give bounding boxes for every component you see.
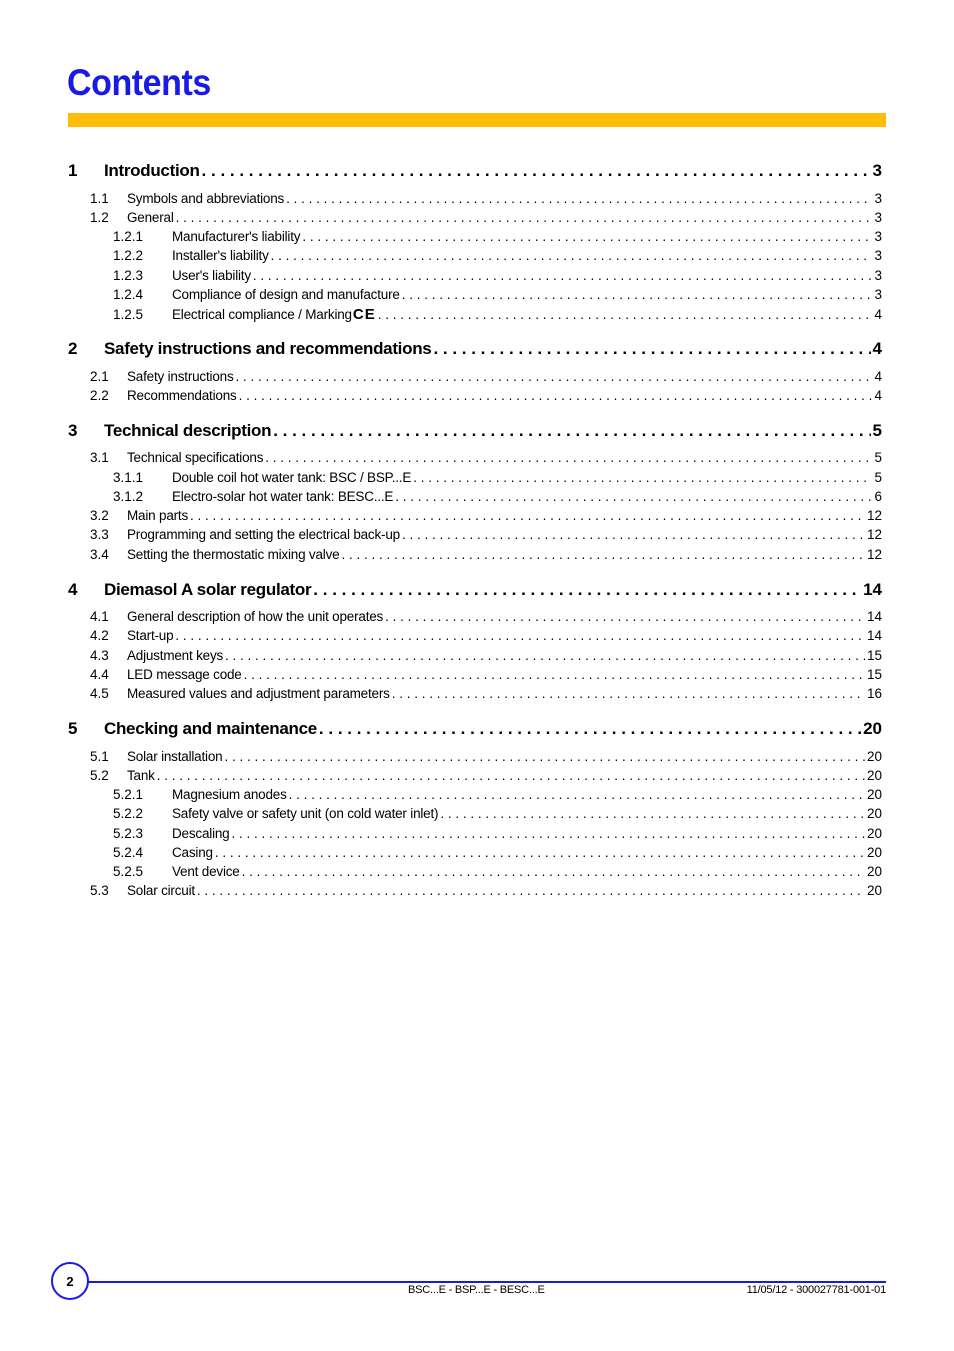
toc-leader-dots: [190, 508, 865, 523]
toc-entry-page: 20: [863, 719, 882, 738]
toc-leader-dots: [413, 470, 872, 485]
toc-entry-title: User's liability: [172, 268, 251, 283]
toc-entry-title: Setting the thermostatic mixing valve: [127, 547, 340, 562]
toc-entry-title: Programming and setting the electrical back-up: [127, 527, 400, 542]
toc-leader-dots: [236, 369, 873, 384]
toc-entry[interactable]: [90, 547, 882, 562]
toc-entry-title: Measured values and adjustment parameters: [127, 686, 390, 701]
toc-entry-title: Casing: [172, 845, 213, 860]
toc-entry-number: 4.1: [90, 609, 109, 624]
toc-entry-page: 20: [866, 806, 882, 821]
toc-entry-number: 5.2.1: [113, 787, 144, 802]
footer-models: BSC...E - BSP...E - BESC...E: [408, 1284, 545, 1296]
toc-entry-page: 20: [866, 749, 882, 764]
toc-entry-number: 1.2.4: [113, 287, 144, 302]
toc-leader-dots: [402, 527, 865, 542]
toc-entry-page: 20: [866, 845, 882, 860]
toc-entry[interactable]: [113, 268, 882, 283]
toc-entry-page: 20: [866, 787, 882, 802]
toc-entry-page: 12: [866, 547, 882, 562]
toc-entry-number: 1.2.3: [113, 268, 144, 283]
toc-entry-title: LED message code: [127, 667, 242, 682]
toc-entry-title: Electro-solar hot water tank: BESC...E: [172, 489, 394, 504]
toc-entry-title: Solar circuit: [127, 883, 195, 898]
toc-entry-number: 1.2.5: [113, 307, 144, 322]
toc-entry[interactable]: [113, 489, 882, 504]
toc-leader-dots: [176, 210, 873, 225]
toc-entry-number: 5.3: [90, 883, 109, 898]
toc-entry[interactable]: [68, 339, 882, 359]
toc-entry[interactable]: [113, 806, 882, 821]
toc-entry-number: 1.2.2: [113, 248, 144, 263]
toc-entry-title: Start-up: [127, 628, 174, 643]
toc-entry-page: 15: [866, 648, 882, 663]
toc-entry-title: Safety valve or safety unit (on cold water inlet): [172, 806, 439, 821]
toc-entry-page: 20: [866, 864, 882, 879]
toc-entry[interactable]: [113, 826, 882, 841]
toc-leader-dots: [395, 489, 872, 504]
toc-entry-title: Descaling: [172, 826, 230, 841]
toc-entry-page: 12: [866, 508, 882, 523]
toc-entry-title: Electrical compliance / Marking: [172, 307, 352, 322]
toc-entry-number: 4.5: [90, 686, 109, 701]
toc-entry-title: Compliance of design and manufacture: [172, 287, 400, 302]
toc-entry-number: 1.2: [90, 210, 109, 225]
toc-entry-number: 1.2.1: [113, 229, 144, 244]
toc-leader-dots: [271, 248, 873, 263]
toc-leader-dots: [440, 806, 865, 821]
toc-leader-dots: [239, 388, 873, 403]
toc-entry[interactable]: [90, 768, 882, 783]
toc-entry-title: Magnesium anodes: [172, 787, 287, 802]
toc-entry-number: 4.3: [90, 648, 109, 663]
toc-entry-title: General: [127, 210, 174, 225]
toc-entry-title: Recommendations: [127, 388, 237, 403]
toc-entry-number: 3.3: [90, 527, 109, 542]
toc-entry-number: 2.2: [90, 388, 109, 403]
toc-entry-title: Adjustment keys: [127, 648, 224, 663]
toc-entry-number: 3: [68, 421, 78, 440]
toc-leader-dots: [253, 268, 873, 283]
toc-entry-title: Safety instructions and recommendations: [104, 339, 432, 358]
toc-leader-dots: [265, 450, 872, 465]
toc-entry-title: Diemasol A solar regulator: [104, 580, 312, 599]
toc-entry-title: Main parts: [127, 508, 189, 523]
toc-entry-number: 3.1: [90, 450, 109, 465]
toc-entry-page: 14: [863, 580, 882, 599]
toc-entry[interactable]: [90, 609, 882, 624]
toc-entry-title: Double coil hot water tank: BSC / BSP...E: [172, 470, 412, 485]
toc-leader-dots: [302, 229, 872, 244]
toc-entry-title: General description of how the unit operates: [127, 609, 384, 624]
toc-entry[interactable]: [68, 580, 882, 600]
toc-entry[interactable]: [90, 883, 882, 898]
toc-entry-title: Safety instructions: [127, 369, 234, 384]
toc-entry-number: 3.4: [90, 547, 109, 562]
toc-entry-page: 14: [866, 628, 882, 643]
toc-entry-title: Checking and maintenance: [104, 719, 317, 738]
toc-entry[interactable]: [90, 388, 882, 403]
toc-entry-page: 3: [872, 161, 882, 180]
toc-entry-page: 3: [874, 191, 882, 206]
toc-entry-number: 4.2: [90, 628, 109, 643]
toc-leader-dots: [231, 826, 864, 841]
toc-entry-title: Solar installation: [127, 749, 223, 764]
toc-entry-page: 4: [872, 339, 882, 358]
ce-marking-icon: CE: [352, 306, 376, 323]
toc-leader-dots: [392, 686, 865, 701]
toc-leader-dots: [215, 845, 865, 860]
toc-leader-dots: [202, 161, 871, 181]
toc-entry[interactable]: [90, 686, 882, 701]
toc-leader-dots: [289, 787, 865, 802]
toc-leader-dots: [273, 421, 870, 441]
toc-entry-page: 15: [866, 667, 882, 682]
toc-entry[interactable]: [90, 450, 882, 465]
toc-entry-title: Installer's liability: [172, 248, 269, 263]
toc-leader-dots: [224, 749, 865, 764]
toc-entry-page: 5: [874, 470, 882, 485]
footer-doc-ref: 11/05/12 - 300027781-001-01: [746, 1284, 886, 1296]
toc-entry[interactable]: [90, 369, 882, 384]
toc-entry-number: 5.2.3: [113, 826, 144, 841]
toc-entry-number: 3.1.1: [113, 470, 144, 485]
toc-entry-number: 4: [68, 580, 78, 599]
toc-entry-number: 5.2.4: [113, 845, 144, 860]
toc-leader-dots: [244, 667, 865, 682]
toc-leader-dots: [319, 719, 861, 739]
toc-entry-page: 3: [874, 229, 882, 244]
toc-entry-number: 2: [68, 339, 78, 358]
toc-entry-page: 4: [874, 307, 882, 322]
toc-leader-dots: [225, 648, 865, 663]
toc-entry-page: 4: [874, 369, 882, 384]
toc-entry-title: Vent device: [172, 864, 240, 879]
toc-entry-number: 1: [68, 161, 78, 180]
toc-entry-page: 3: [874, 287, 882, 302]
toc-entry-number: 5.2.5: [113, 864, 144, 879]
toc-entry[interactable]: [90, 667, 882, 682]
toc-entry[interactable]: [113, 864, 882, 879]
toc-entry[interactable]: [113, 470, 882, 485]
toc-entry-page: 12: [866, 527, 882, 542]
toc-entry-page: 14: [866, 609, 882, 624]
toc-entry[interactable]: [113, 248, 882, 263]
toc-entry-title: Technical specifications: [127, 450, 264, 465]
toc-entry-page: 16: [866, 686, 882, 701]
toc-leader-dots: [433, 339, 870, 359]
toc-entry-number: 5: [68, 719, 78, 738]
toc-entry[interactable]: [90, 628, 882, 643]
toc-entry[interactable]: [68, 719, 882, 739]
toc-entry-page: 5: [872, 421, 882, 440]
page-title: Contents: [67, 62, 211, 103]
toc-entry[interactable]: [90, 749, 882, 764]
toc-entry-page: 20: [866, 768, 882, 783]
toc-entry[interactable]: [113, 306, 882, 323]
toc-entry[interactable]: [113, 845, 882, 860]
toc-entry-page: 5: [874, 450, 882, 465]
toc-entry[interactable]: [68, 421, 882, 441]
toc-entry-title: Technical description: [104, 421, 272, 440]
toc-leader-dots: [197, 883, 865, 898]
toc-entry-title: Introduction: [104, 161, 200, 180]
toc-entry[interactable]: [113, 287, 882, 302]
toc-entry-page: 20: [866, 883, 882, 898]
toc-entry-title: Symbols and abbreviations: [127, 191, 285, 206]
toc-entry[interactable]: [90, 508, 882, 523]
toc-entry[interactable]: [113, 229, 882, 244]
toc-entry-number: 2.1: [90, 369, 109, 384]
toc-entry[interactable]: [90, 210, 882, 225]
toc-entry[interactable]: [90, 648, 882, 663]
toc-entry-number: 5.2.2: [113, 806, 144, 821]
toc-entry-number: 5.2: [90, 768, 109, 783]
toc-entry-page: 3: [874, 210, 882, 225]
toc-entry[interactable]: [90, 191, 882, 206]
toc-entry[interactable]: [90, 527, 882, 542]
toc-leader-dots: [402, 287, 873, 302]
toc-leader-dots: [175, 628, 865, 643]
toc-entry-title: Manufacturer's liability: [172, 229, 301, 244]
toc-entry-page: 3: [874, 268, 882, 283]
toc-entry-number: 3.2: [90, 508, 109, 523]
toc-entry-page: 4: [874, 388, 882, 403]
toc-entry[interactable]: [113, 787, 882, 802]
toc-leader-dots: [341, 547, 865, 562]
toc-entry-number: 1.1: [90, 191, 109, 206]
toc-leader-dots: [286, 191, 872, 206]
toc-entry-page: 3: [874, 248, 882, 263]
page-number-badge: 2: [51, 1262, 89, 1300]
toc-entry-page: 20: [866, 826, 882, 841]
toc-leader-dots: [378, 307, 873, 322]
toc-leader-dots: [242, 864, 865, 879]
toc-entry-number: 5.1: [90, 749, 109, 764]
toc-entry-page: 6: [874, 489, 882, 504]
toc-leader-dots: [313, 580, 861, 600]
toc-leader-dots: [385, 609, 865, 624]
toc-entry[interactable]: [68, 161, 882, 181]
footer-rule: [86, 1281, 886, 1283]
toc-leader-dots: [157, 768, 865, 783]
toc-entry-title: Tank: [127, 768, 155, 783]
toc-entry-number: 4.4: [90, 667, 109, 682]
toc-entry-number: 3.1.2: [113, 489, 144, 504]
